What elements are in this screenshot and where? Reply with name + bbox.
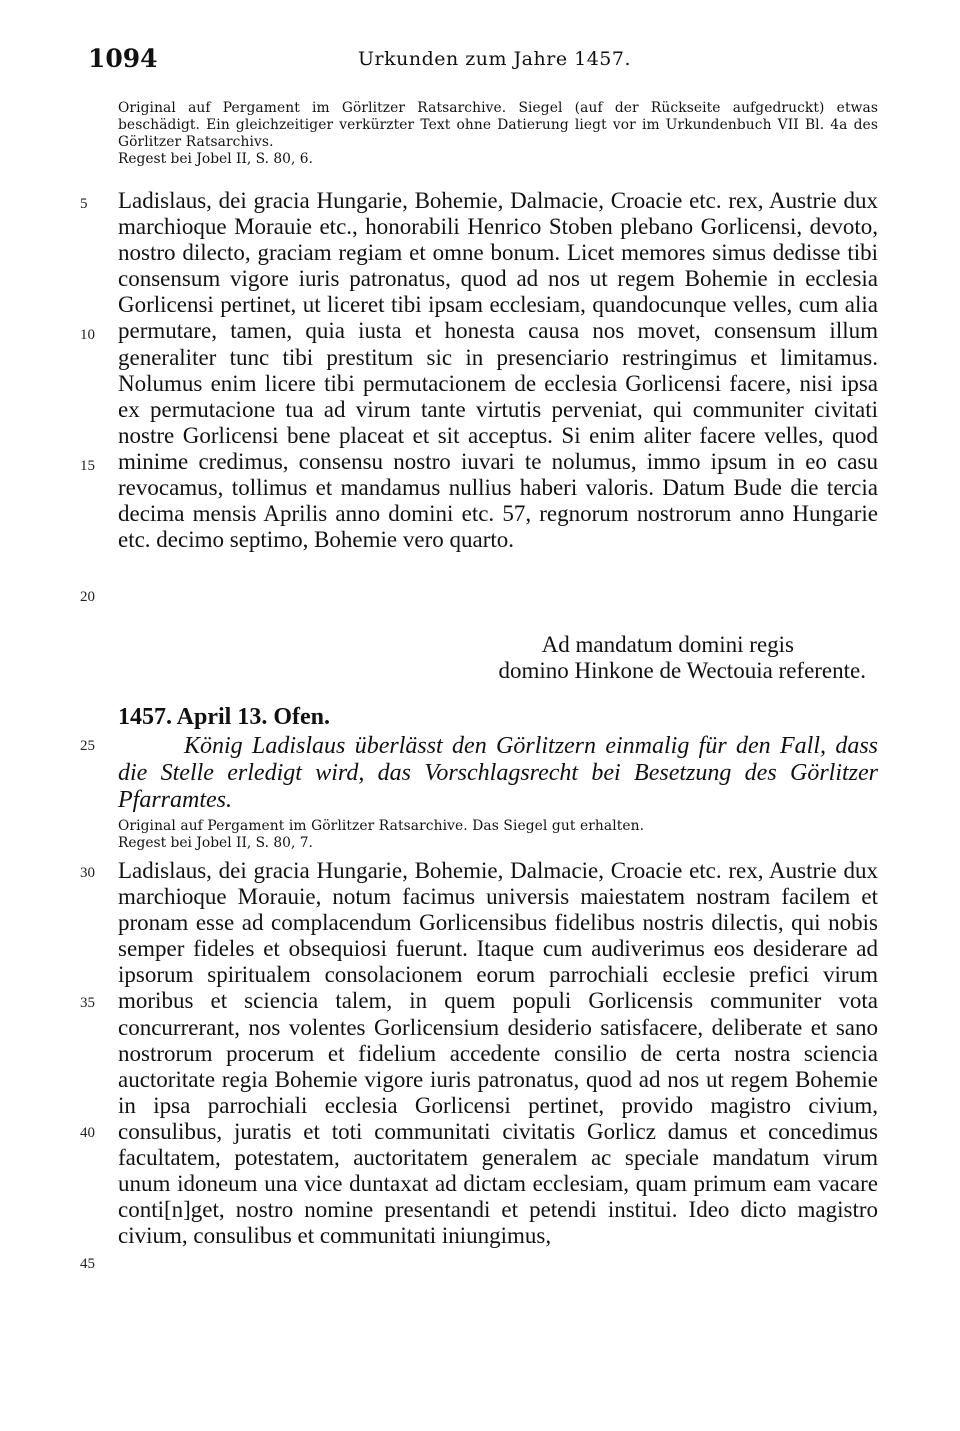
doc2-source-note: Original auf Pergament im Görlitzer Ratsarchive. Das Siegel gut erhalten. bbox=[118, 818, 645, 834]
doc2-regest: Regest bei Jobel II, S. 80, 7. bbox=[118, 835, 313, 851]
doc2-heading: 1457. April 13. Ofen. bbox=[118, 704, 331, 730]
page-number: 1094 bbox=[88, 44, 158, 73]
page-header bbox=[88, 44, 878, 84]
doc1-regest: Regest bei Jobel II, S. 80, 6. bbox=[118, 151, 313, 167]
line-number: 15 bbox=[80, 458, 95, 474]
line-number: 10 bbox=[80, 327, 95, 343]
doc2-source-note-block bbox=[118, 818, 878, 852]
line-number: 35 bbox=[80, 995, 95, 1011]
running-title: Urkunden zum Jahre 1457. bbox=[358, 48, 632, 70]
line-number: 30 bbox=[80, 865, 95, 881]
doc1-source-note: Original auf Pergament im Görlitzer Ratsarchive. Siegel (auf der Rückseite aufgedruckt) etwas beschädigt. Ein gleichzeitiger verkürzter Text ohne Datierung liegt vor im Urkundenbuch VII Bl. 4a des Görlitzer Ratsarchivs. bbox=[118, 100, 878, 150]
line-number: 40 bbox=[80, 1125, 95, 1141]
line-number: 5 bbox=[80, 196, 88, 212]
doc2-heading-block bbox=[118, 704, 878, 731]
line-number: 45 bbox=[80, 1256, 95, 1272]
doc1-body bbox=[118, 188, 878, 553]
ad-mandatum-line-2: domino Hinkone de Wectouia referente. bbox=[498, 658, 866, 684]
doc1-ad-mandatum bbox=[118, 632, 878, 684]
doc2-body bbox=[118, 858, 878, 1249]
line-number: 25 bbox=[80, 738, 95, 754]
line-number: 20 bbox=[80, 589, 95, 605]
doc2-summary-block bbox=[118, 733, 878, 814]
doc2-text: Ladislaus, dei gracia Hungarie, Bohemie, Dalmacie, Croacie etc. rex, Austrie dux marchioque Morauie, notum facimus universis maiestatem nostram facilem et pronam esse ad complacendum Gorlicensibus fidelibus nostris dilectis, qui nobis semper fideles et obsequiosi fuerunt. Itaque cum audiverimus eos desiderare ad ipsorum spiritualem consolacionem eorum parrochiali ecclesie prefici virum moribus et sciencia talem, in quem populi Gorlicensis communiter vota concurrerant, nos volentes Gorlicensium desiderio satisfacere, deliberate et sano nostrorum procerum et fidelium accedente consilio de certa nostra sciencia auctoritate regia Bohemie vigore iuris patronatus, quod ad nos ut regem Bohemie in ipsa parrochiali ecclesia Gorlicensi pertinet, provido magistro civium, consulibus, juratis et toti communitati civitatis Gorlicz damus et concedimus facultatem, potestatem, auctoritatem generalem ac speciale mandatum virum unum idoneum una vice duntaxat ad dictam ecclesiam, quam primum eam vacare conti[n]get, nostro nomine presentandi et petendi institui. Ideo dicto magistro civium, consulibus et communitati iniungimus, bbox=[118, 858, 878, 1249]
doc1-text: Ladislaus, dei gracia Hungarie, Bohemie, Dalmacie, Croacie etc. rex, Austrie dux marchioque Morauie etc., honorabili Henrico Stoben plebano Gorlicensi, devoto, nostro dilecto, graciam regiam et omne bonum. Licet memores simus dedisse tibi consensum vigore iuris patronatus, quod ad nos ut regem Bohemie in ecclesia Gorlicensi pertinet, ut liceret tibi ipsam ecclesiam, quandocunque velles, cum alia permutare, tamen, quia iusta et honesta causa nos movet, consensum illum generaliter tunc tibi prestitum sic in presenciario restringimus et limitamus. Nolumus enim licere tibi permutacionem de ecclesia Gorlicensi facere, nisi ipsa ex permutacione tua ad virum tante virtutis perveniat, qui communiter civitati nostre Gorlicensi bene placeat et sit acceptus. Si enim aliter facere velles, quod minime credimus, consensu nostro iuvari te nolumus, immo ipsum in eo casu revocamus, tollimus et mandamus nullius haberi valoris. Datum Bude die tercia decima mensis Aprilis anno domini etc. 57, regnorum nostrorum anno Hungarie etc. decimo septimo, Bohemie vero quarto. bbox=[118, 188, 878, 553]
doc1-source-note-block bbox=[118, 100, 878, 168]
doc2-summary: König Ladislaus überlässt den Görlitzern einmalig für den Fall, dass die Stelle erledigt wird, das Vorschlagsrecht bei Besetzung des Görlitzer Pfarramtes. bbox=[118, 733, 878, 813]
ad-mandatum-line-1: Ad mandatum domini regis bbox=[541, 632, 794, 657]
